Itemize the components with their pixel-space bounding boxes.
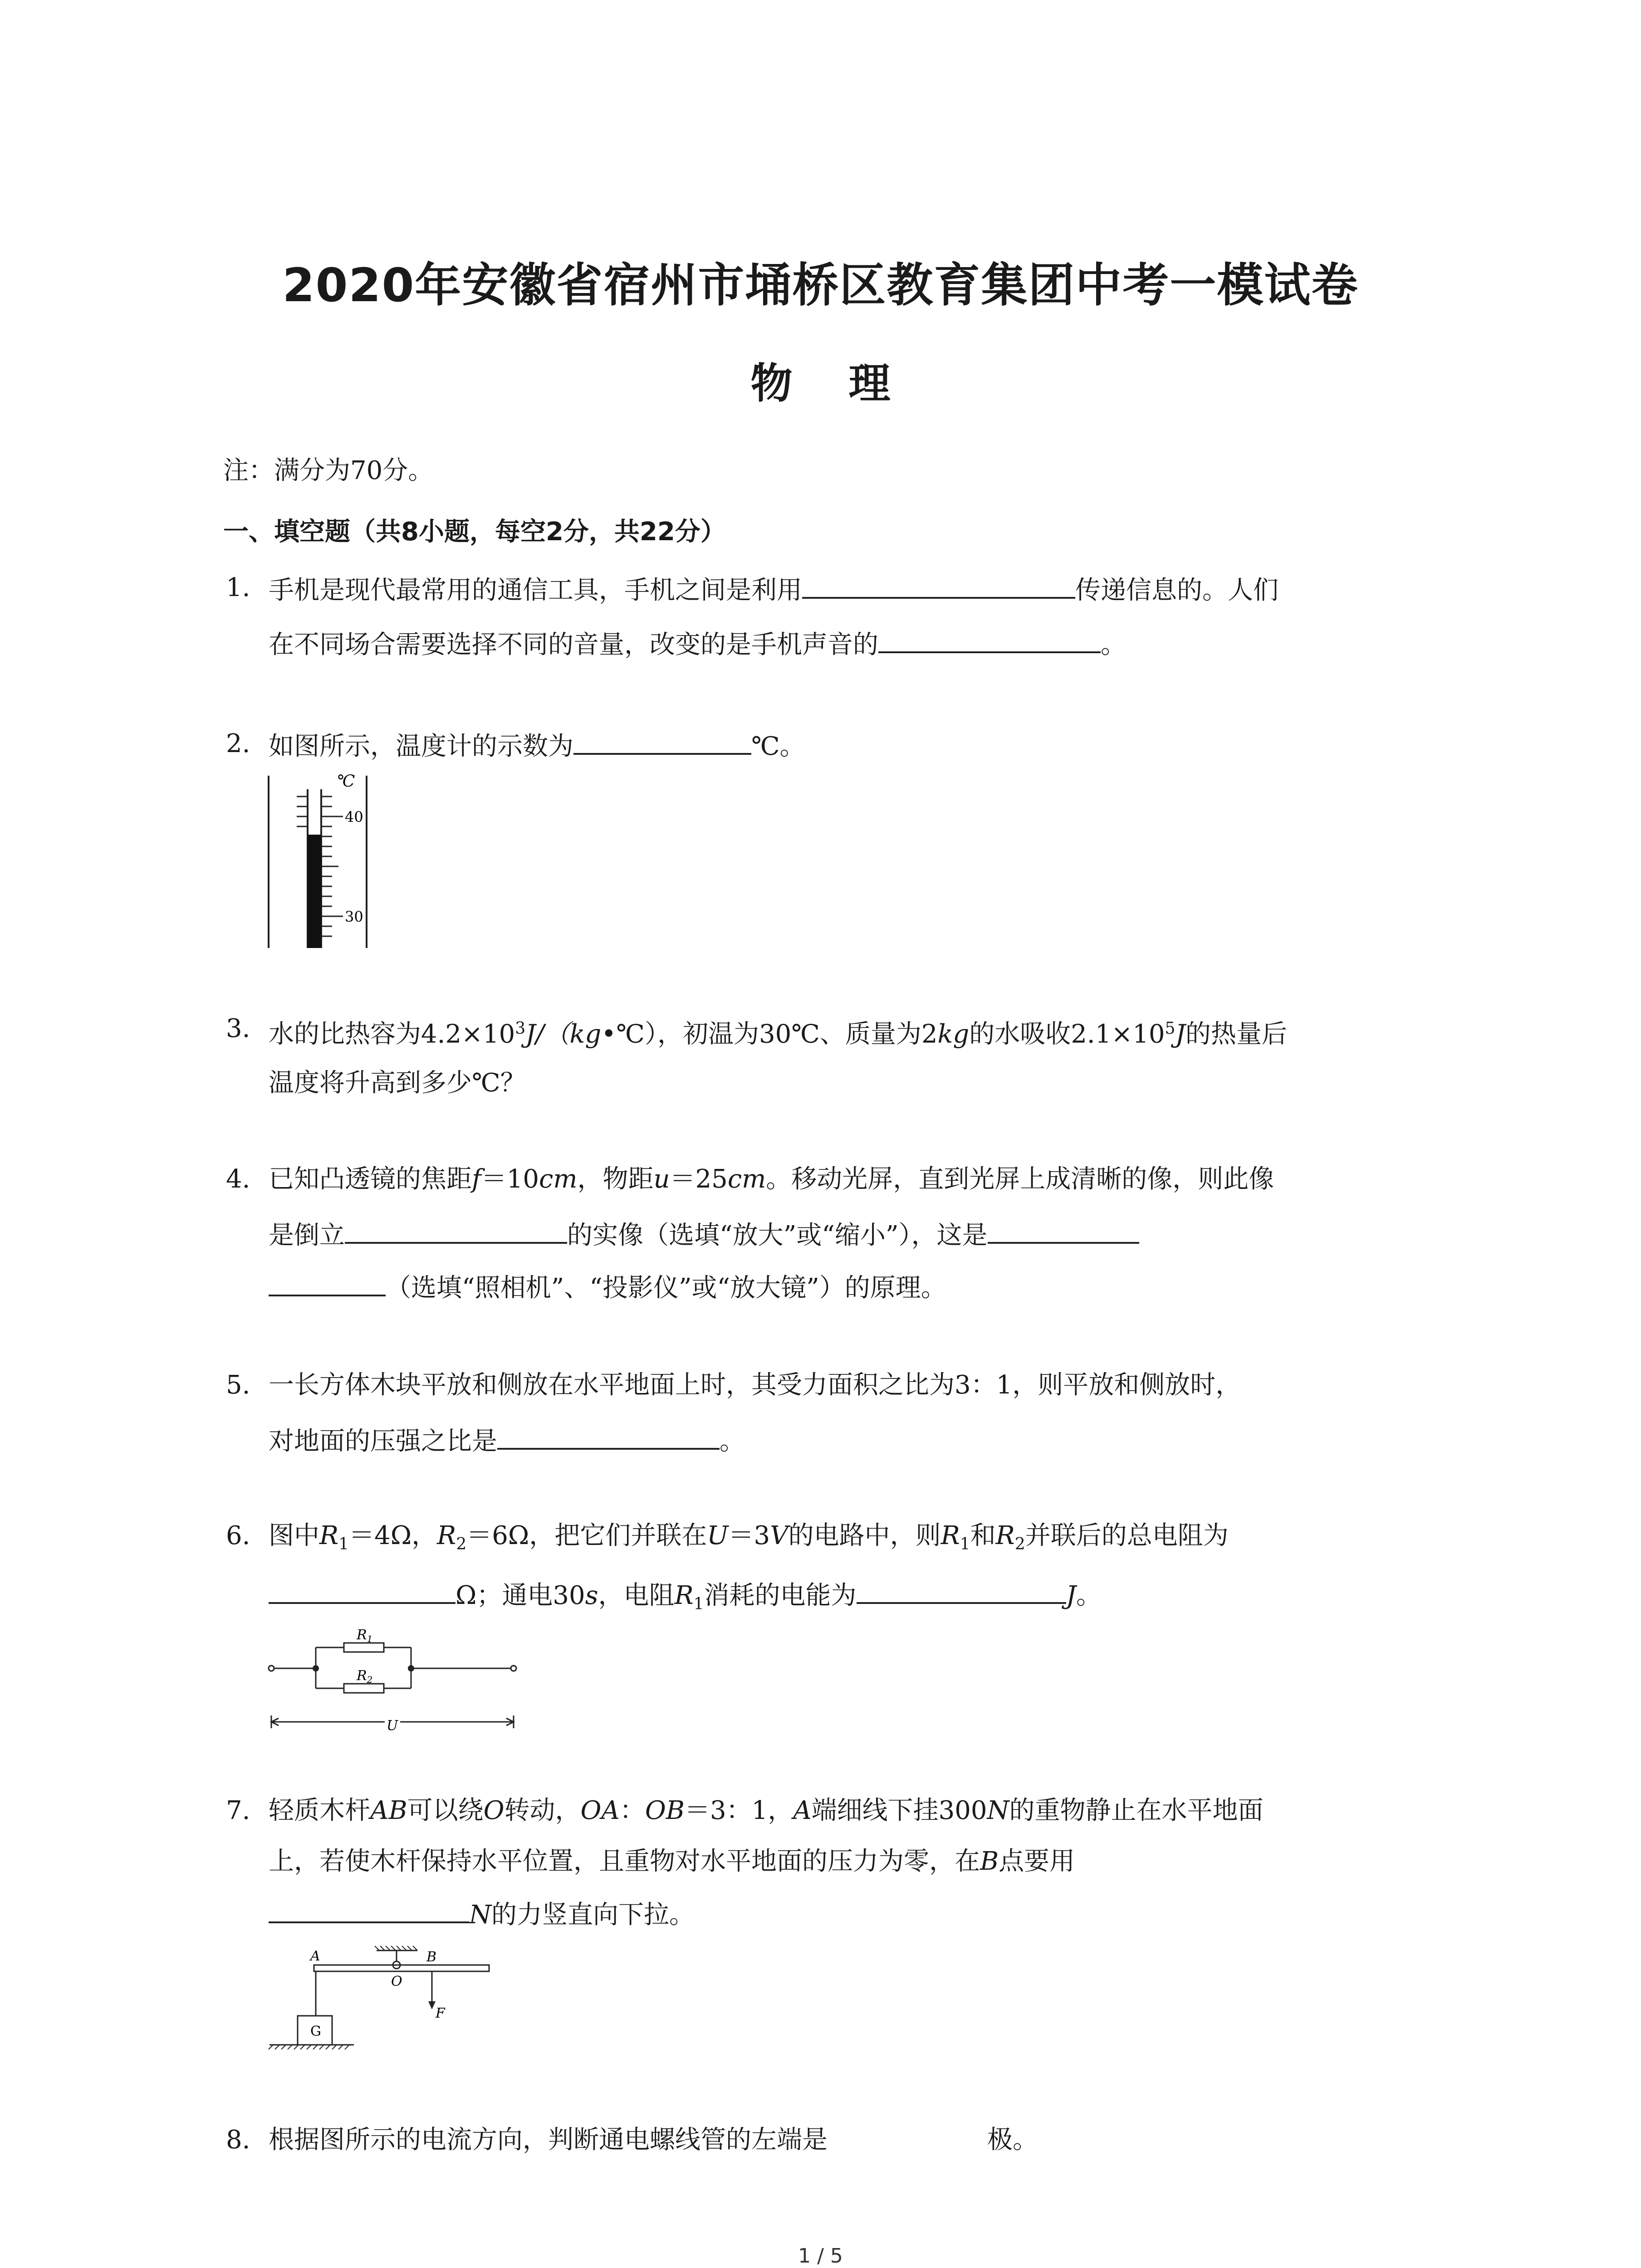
section-heading: 一、填空题（共8小题，每空2分，共22分）	[223, 517, 726, 547]
question-number: 6.	[226, 1521, 250, 1550]
label-r2: $R_2$	[357, 1668, 373, 1685]
page-number: 1 / 5	[798, 2244, 843, 2268]
subject-char-2: 理	[848, 359, 891, 408]
score-note: 注：满分为70分。	[223, 456, 434, 485]
resistor-r2	[344, 1684, 384, 1693]
answer-blank[interactable]	[269, 1578, 456, 1604]
question-number: 4.	[226, 1164, 250, 1194]
label-f: F	[436, 2005, 445, 2021]
resistor-r1	[344, 1643, 384, 1652]
question-number: 2.	[226, 729, 250, 758]
question-number: 1.	[226, 573, 250, 602]
label-b: B	[426, 1949, 437, 1965]
answer-blank[interactable]	[878, 627, 1101, 653]
answer-blank[interactable]	[857, 1578, 1066, 1604]
answer-blank[interactable]	[497, 1423, 720, 1450]
question-number: 3.	[226, 1014, 250, 1043]
label-voltage: U	[387, 1718, 398, 1734]
thermometer-label-30: 30	[345, 908, 363, 925]
answer-blank[interactable]	[269, 1270, 386, 1296]
label-a: A	[310, 1948, 320, 1964]
lever-rod	[314, 1965, 489, 1971]
label-r1: $R_1$	[357, 1627, 373, 1644]
thermometer-label-40: 40	[345, 808, 363, 826]
question-number: 8.	[226, 2125, 250, 2155]
answer-blank[interactable]	[269, 1897, 469, 1923]
thermometer-unit: ℃	[337, 772, 355, 791]
answer-blank[interactable]	[988, 1217, 1139, 1244]
lever-figure	[268, 1941, 504, 2050]
subject-title	[0, 350, 1641, 410]
subject-char-1: 物	[750, 359, 793, 408]
question-number: 7.	[226, 1796, 250, 1825]
mercury-column	[308, 835, 321, 948]
parallel-circuit-figure	[268, 1625, 522, 1734]
answer-blank[interactable]	[573, 728, 751, 755]
label-g: G	[310, 2024, 321, 2039]
answer-blank[interactable]	[802, 572, 1075, 599]
thermometer-figure	[263, 771, 381, 953]
answer-blank[interactable]	[345, 1217, 567, 1244]
label-o: O	[391, 1974, 402, 1989]
exam-title: 2020年安徽省宿州市埇桥区教育集团中考一模试卷	[282, 259, 1359, 313]
question-number: 5.	[226, 1370, 250, 1400]
